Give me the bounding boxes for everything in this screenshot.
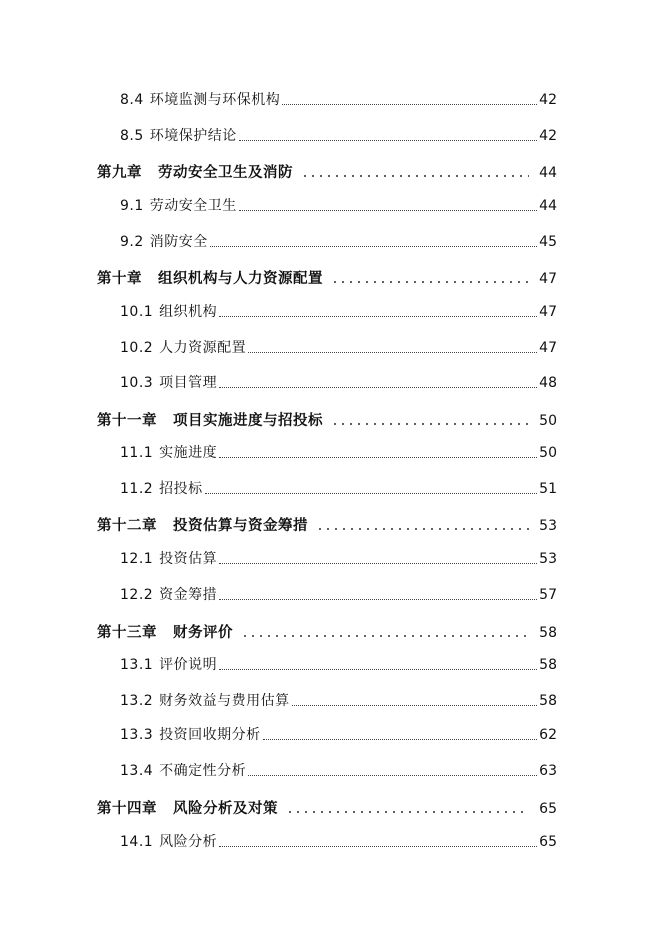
toc-page-number: 47 <box>539 340 557 356</box>
toc-page-number: 65 <box>539 801 557 817</box>
toc-entry-label <box>120 656 217 674</box>
toc-entry-title: 投资估算与资金筹措 <box>173 517 308 534</box>
toc-chapter-entry[interactable] <box>0 794 557 818</box>
toc-entry-number: 11.1 <box>120 445 154 461</box>
toc-entry-number: 9.2 <box>120 234 144 250</box>
toc-chapter-entry[interactable] <box>0 618 557 642</box>
toc-page-number: 58 <box>539 693 557 709</box>
toc-entry-label <box>97 800 278 818</box>
toc-entry-number: 10.2 <box>120 340 154 356</box>
toc-page-number: 45 <box>539 234 557 250</box>
toc-entry-title: 组织机构 <box>159 304 218 320</box>
toc-entry-label <box>120 726 261 744</box>
toc-entry-title: 投资估算 <box>159 551 218 567</box>
toc-page-number: 53 <box>539 551 557 567</box>
toc-section-entry[interactable] <box>0 333 557 357</box>
toc-entry-title: 招投标 <box>159 481 203 497</box>
toc-entry-label <box>120 91 280 109</box>
toc-entry-label <box>120 692 290 710</box>
toc-page-number: 58 <box>539 657 557 673</box>
toc-entry-label <box>97 412 323 430</box>
toc-entry-number: 14.1 <box>120 834 154 850</box>
dot-leader <box>331 281 529 283</box>
dot-leader <box>241 635 529 637</box>
dot-leader <box>219 456 537 458</box>
dot-leader <box>292 704 538 706</box>
toc-entry-number: 8.4 <box>120 92 144 108</box>
toc-entry-label <box>120 303 217 321</box>
dot-leader <box>219 668 537 670</box>
dot-leader <box>239 139 537 141</box>
toc-entry-number: 12.2 <box>120 587 154 603</box>
toc-section-entry[interactable] <box>0 297 557 321</box>
toc-section-entry[interactable] <box>0 438 557 462</box>
toc-entry-title: 评价说明 <box>159 657 218 673</box>
toc-section-entry[interactable] <box>0 686 557 710</box>
toc-page-number: 58 <box>539 625 557 641</box>
toc-entry-number: 第十二章 <box>97 517 157 534</box>
toc-section-entry[interactable] <box>0 85 557 109</box>
dot-leader <box>219 845 537 847</box>
toc-entry-title: 组织机构与人力资源配置 <box>158 270 323 287</box>
toc-entry-label <box>120 550 217 568</box>
toc-entry-number: 13.4 <box>120 763 154 779</box>
toc-entry-label <box>120 762 246 780</box>
toc-section-entry[interactable] <box>0 650 557 674</box>
toc-entry-label <box>120 833 217 851</box>
toc-entry-title: 资金筹措 <box>159 587 218 603</box>
toc-entry-number: 13.2 <box>120 693 154 709</box>
toc-entry-label <box>120 197 237 215</box>
toc-page-number: 65 <box>539 834 557 850</box>
toc-page-number: 48 <box>539 375 557 391</box>
toc-entry-label <box>120 339 246 357</box>
toc-section-entry[interactable] <box>0 720 557 744</box>
toc-entry-title: 人力资源配置 <box>159 340 247 356</box>
toc-section-entry[interactable] <box>0 474 557 498</box>
toc-entry-number: 12.1 <box>120 551 154 567</box>
toc-entry-number: 第十三章 <box>97 624 157 641</box>
toc-section-entry[interactable] <box>0 580 557 604</box>
dot-leader <box>263 738 538 740</box>
toc-entry-title: 消防安全 <box>149 234 208 250</box>
toc-page-number: 50 <box>539 445 557 461</box>
toc-page-number: 63 <box>539 763 557 779</box>
toc-entry-title: 实施进度 <box>159 445 218 461</box>
toc-page-number: 44 <box>539 165 557 181</box>
dot-leader <box>282 103 537 105</box>
toc-chapter-entry[interactable] <box>0 158 557 182</box>
toc-page-number: 51 <box>539 481 557 497</box>
toc-section-entry[interactable] <box>0 756 557 780</box>
toc-page-number: 42 <box>539 128 557 144</box>
toc-entry-title: 环境保护结论 <box>149 128 237 144</box>
toc-entry-title: 劳动安全卫生及消防 <box>158 164 293 181</box>
toc-entry-title: 环境监测与环保机构 <box>149 92 281 108</box>
toc-entry-title: 财务效益与费用估算 <box>159 693 290 709</box>
dot-leader <box>205 492 538 494</box>
dot-leader <box>239 209 537 211</box>
toc-section-entry[interactable] <box>0 227 557 251</box>
toc-entry-number: 10.3 <box>120 375 154 391</box>
toc-page-number: 50 <box>539 413 557 429</box>
dot-leader <box>248 351 537 353</box>
toc-page-number: 53 <box>539 518 557 534</box>
toc-entry-title: 项目实施进度与招投标 <box>173 412 323 429</box>
toc-chapter-entry[interactable] <box>0 406 557 430</box>
toc-entry-number: 第十一章 <box>97 412 157 429</box>
toc-entry-label <box>120 233 208 251</box>
toc-entry-label <box>97 517 308 535</box>
toc-entry-number: 第十章 <box>97 270 142 287</box>
dot-leader <box>286 811 529 813</box>
toc-entry-label <box>97 624 233 642</box>
toc-section-entry[interactable] <box>0 368 557 392</box>
dot-leader <box>248 774 537 776</box>
dot-leader <box>301 175 529 177</box>
dot-leader <box>219 386 537 388</box>
dot-leader <box>219 562 537 564</box>
toc-entry-label <box>97 270 323 288</box>
toc-entry-title: 劳动安全卫生 <box>149 198 237 214</box>
toc-entry-number: 第九章 <box>97 164 142 181</box>
toc-page-number: 47 <box>539 304 557 320</box>
toc-entry-number: 11.2 <box>120 481 154 497</box>
toc-entry-label <box>97 164 293 182</box>
toc-page-number: 44 <box>539 198 557 214</box>
toc-page-number: 42 <box>539 92 557 108</box>
dot-leader <box>219 315 537 317</box>
toc-section-entry[interactable] <box>0 827 557 851</box>
toc-entry-label <box>120 127 237 145</box>
toc-entry-title: 风险分析 <box>159 834 218 850</box>
toc-entry-title: 财务评价 <box>173 624 233 641</box>
toc-entry-title: 不确定性分析 <box>159 763 247 779</box>
toc-entry-number: 10.1 <box>120 304 154 320</box>
toc-entry-number: 9.1 <box>120 198 144 214</box>
toc-entry-title: 项目管理 <box>159 375 218 391</box>
toc-entry-number: 8.5 <box>120 128 144 144</box>
toc-entry-label <box>120 480 203 498</box>
dot-leader <box>219 598 537 600</box>
toc-entry-label <box>120 444 217 462</box>
dot-leader <box>210 245 537 247</box>
toc-entry-number: 13.1 <box>120 657 154 673</box>
toc-entry-number: 第十四章 <box>97 800 157 817</box>
toc-section-entry[interactable] <box>0 121 557 145</box>
toc-section-entry[interactable] <box>0 191 557 215</box>
toc-chapter-entry[interactable] <box>0 511 557 535</box>
toc-entry-label <box>120 586 217 604</box>
dot-leader <box>316 528 529 530</box>
toc-page-number: 62 <box>539 727 557 743</box>
toc-entry-label <box>120 374 217 392</box>
toc-entry-title: 风险分析及对策 <box>173 800 278 817</box>
toc-entry-title: 投资回收期分析 <box>159 727 261 743</box>
toc-section-entry[interactable] <box>0 544 557 568</box>
toc-chapter-entry[interactable] <box>0 264 557 288</box>
toc-entry-number: 13.3 <box>120 727 154 743</box>
toc-page-number: 47 <box>539 271 557 287</box>
toc-page-number: 57 <box>539 587 557 603</box>
dot-leader <box>331 423 529 425</box>
